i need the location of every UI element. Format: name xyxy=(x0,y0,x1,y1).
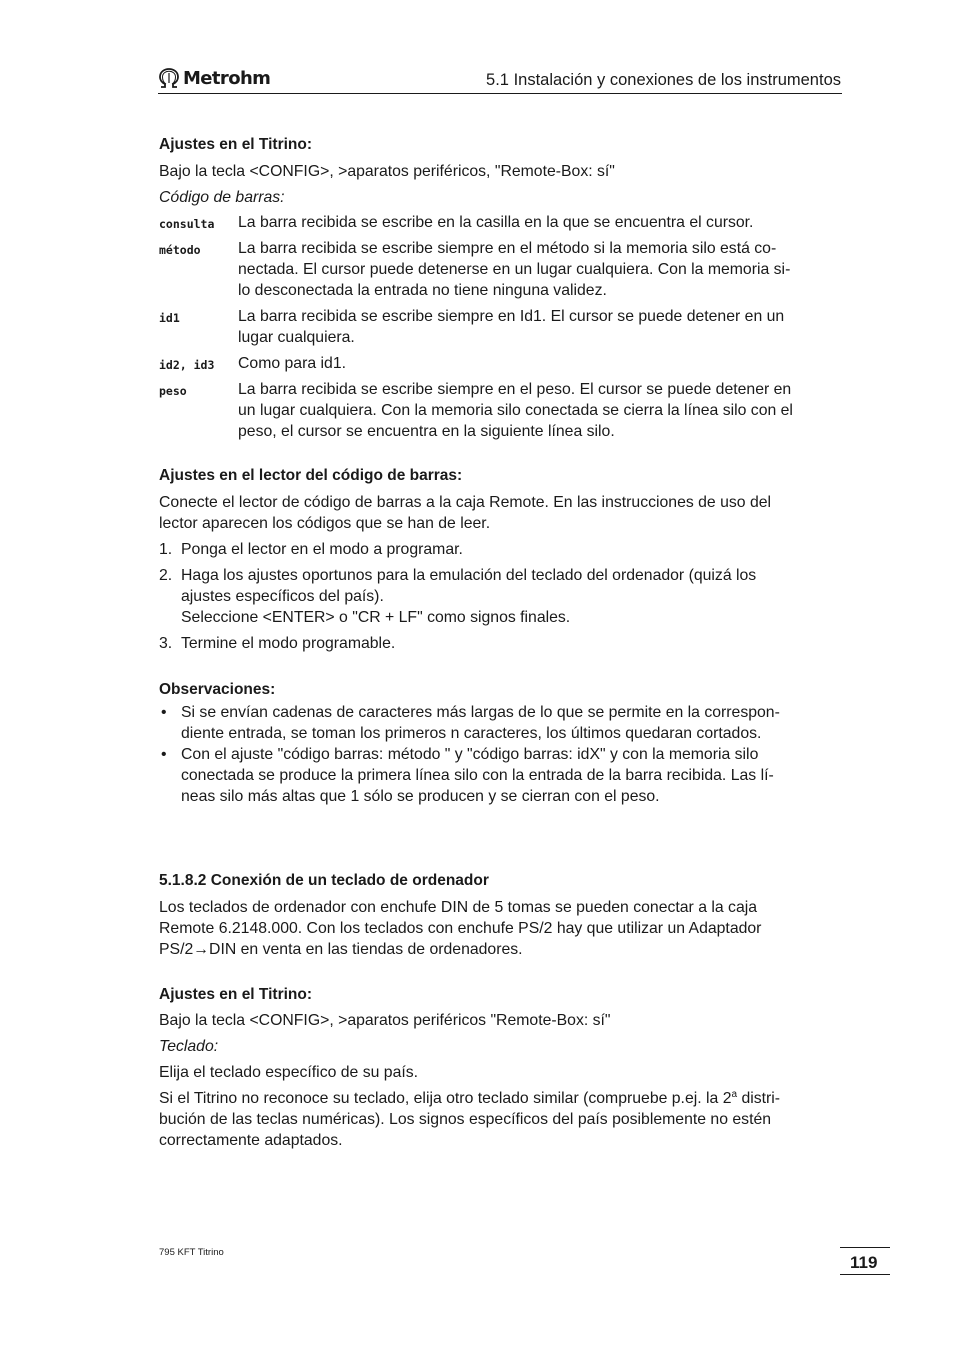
term-peso: peso xyxy=(159,384,187,398)
term-consulta: consulta xyxy=(159,217,215,231)
bullet-symbol: • xyxy=(161,746,167,763)
step-text: Haga los ajustes oportunos para la emulación del teclado del ordenador (quizá los ajustes específicos del país). Seleccione <ENTER> o "CR + LF" como signos finales. xyxy=(181,567,757,626)
config-path-text: Bajo la tecla <CONFIG>, >aparatos periféricos, "Remote-Box: sí" xyxy=(159,163,615,180)
heading-ajustes-lector: Ajustes en el lector del código de barras: xyxy=(159,467,463,484)
teclado-line: Elija el teclado específico de su país. xyxy=(159,1064,419,1081)
definition-consulta: La barra recibida se escribe en la casilla en la que se encuentra el cursor. xyxy=(238,214,754,231)
term-metodo: método xyxy=(159,243,201,257)
definition-metodo: La barra recibida se escribe siempre en el método si la memoria silo está co- nectada. El cursor puede detenerse en un lugar cualquiera. Con la memoria si- lo desconectada la entrada no tiene ninguna validez. xyxy=(238,240,791,299)
metrohm-omega-icon xyxy=(158,67,180,89)
section-heading-teclado: 5.1.8.2 Conexión de un teclado de ordenador xyxy=(159,872,489,889)
subheading-codigo-barras: Código de barras: xyxy=(159,189,285,206)
teclado-paragraph: Si el Titrino no reconoce su teclado, elija otro teclado similar (compruebe p.ej. la 2$^a$ distri- bución de las teclas numéricas). Los signos específicos del país posiblemente no estén correctamente adaptados. xyxy=(159,1089,781,1149)
heading-ajustes-titrino-2: Ajustes en el Titrino: xyxy=(159,986,313,1003)
step-number: 3. xyxy=(159,635,173,652)
bullet-text: Si se envían cadenas de caracteres más largas de lo que se permite en la correspon- diente entrada, se toman los primeros n caracteres, los últimos quedaran cortados. xyxy=(181,704,780,742)
lector-intro: Conecte el lector de código de barras a la caja Remote. En las instrucciones de uso del lector aparecen los códigos que se han de leer. xyxy=(159,494,772,532)
heading-ajustes-titrino: Ajustes en el Titrino: xyxy=(159,136,313,153)
step-text: Ponga el lector en el modo a programar. xyxy=(181,541,463,558)
logo-text: Metrohm xyxy=(183,67,271,89)
bullet-text: Con el ajuste "código barras: método " y "código barras: idX" y con la memoria silo conectada se produce la primera línea silo con la entrada de la barra recibida. Las lí- neas silo más altas que 1 sólo se producen y se cierran con el peso. xyxy=(181,746,774,805)
term-id1: id1 xyxy=(159,311,180,325)
subheading-teclado: Teclado: xyxy=(159,1038,219,1055)
config-path-text-2: Bajo la tecla <CONFIG>, >aparatos periféricos "Remote-Box: sí" xyxy=(159,1012,611,1029)
heading-observaciones: Observaciones: xyxy=(159,681,276,698)
step-number: 1. xyxy=(159,541,173,558)
definition-id2-id3: Como para id1. xyxy=(238,355,347,372)
definition-peso: La barra recibida se escribe siempre en el peso. El cursor se puede detener en un lugar cualquiera. Con la memoria silo conectada se cierra la línea silo con el peso, el cursor se encuentra en la siguiente línea silo. xyxy=(238,381,793,440)
term-id2-id3: id2, id3 xyxy=(159,358,215,372)
step-number: 2. xyxy=(159,567,173,584)
header-section-title: 5.1 Instalación y conexiones de los instrumentos xyxy=(486,71,841,89)
footer-product: 795 KFT Titrino xyxy=(159,1247,224,1258)
section-paragraph: Los teclados de ordenador con enchufe DIN de 5 tomas se pueden conectar a la caja Remote 6.2148.000. Con los teclados con enchufe PS/2 hay que utilizar un Adaptador PS/2→DIN en venta en las tiendas de ordenadores. xyxy=(159,899,762,958)
page-number: 119 xyxy=(850,1253,878,1272)
metrohm-logo xyxy=(158,66,270,90)
bullet-symbol: • xyxy=(161,704,167,721)
definition-id1: La barra recibida se escribe siempre en Id1. El cursor se puede detener en un lugar cualquiera. xyxy=(238,308,785,346)
step-text: Termine el modo programable. xyxy=(181,635,396,652)
header-divider xyxy=(158,93,842,94)
